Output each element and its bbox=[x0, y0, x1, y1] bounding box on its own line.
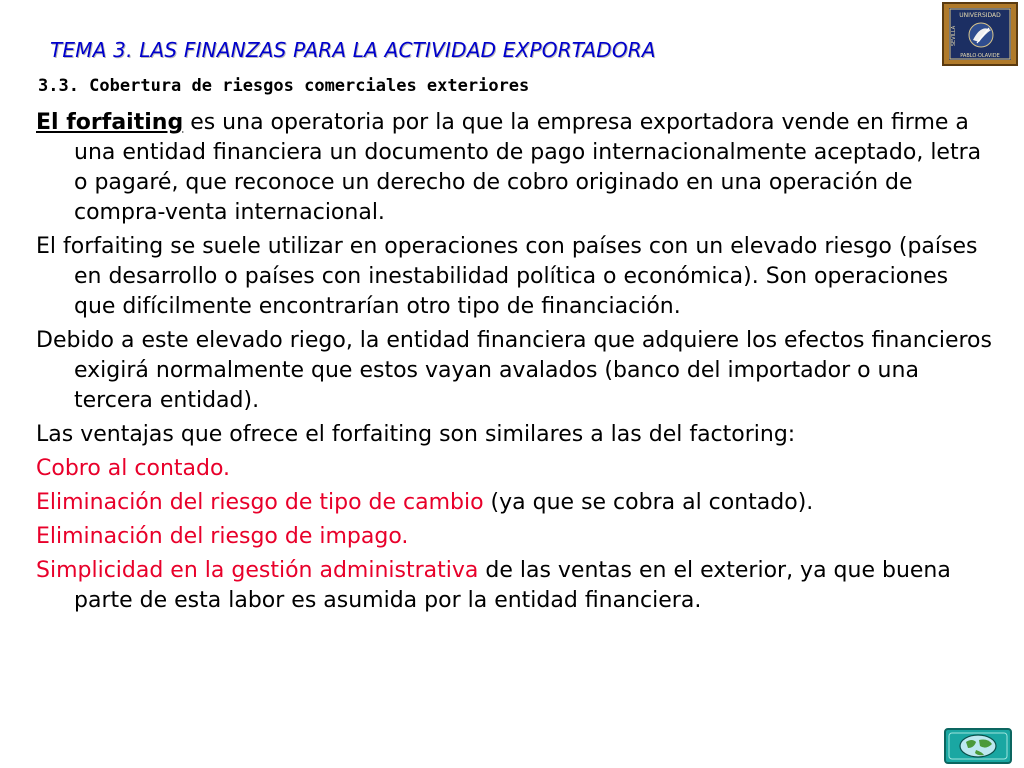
university-seal-icon bbox=[942, 2, 1018, 66]
advantage-default-risk: Eliminación del riesgo de impago. bbox=[36, 524, 409, 549]
paragraph-usage: El forfaiting se suele utilizar en operaciones con países con un elevado riesgo (países en desarrollo o países con inestabilidad política o económica). Son operaciones que difícilmente encontrarían otro tipo de financiación. bbox=[36, 234, 978, 319]
paragraph-guarantee: Debido a este elevado riego, la entidad financiera que adquiere los efectos financieros exigirá normalmente que estos vayan avalados (banco del importador o una tercera entidad). bbox=[36, 328, 992, 413]
globe-nav-icon[interactable] bbox=[944, 728, 1012, 764]
paragraph-advantages-intro: Las ventajas que ofrece el forfaiting son similares a las del factoring: bbox=[36, 422, 796, 447]
logo-text-left: SEVILLA bbox=[951, 25, 957, 47]
advantage-cash-payment: Cobro al contado. bbox=[36, 456, 231, 481]
advantage-simplicity bbox=[36, 556, 996, 616]
advantage-simplicity-note: de las ventas en el exterior, ya que buena parte de esta labor es asumida por la entidad financiera. bbox=[74, 558, 951, 613]
paragraph-definition bbox=[36, 108, 996, 228]
term-forfaiting: El forfaiting bbox=[36, 110, 184, 135]
advantage-simplicity-label: Simplicidad en la gestión administrativa bbox=[36, 558, 479, 583]
slide-subtitle: 3.3. Cobertura de riesgos comerciales exteriores bbox=[38, 76, 530, 96]
definition-text: es una operatoria por la que la empresa exportadora vende en firme a una entidad financiera un documento de pago internacionalmente aceptado, letra o pagaré, que reconoce un derecho de cobro originado en una operación de compra-venta internacional. bbox=[74, 110, 982, 225]
slide-body bbox=[36, 108, 996, 620]
advantage-exchange-risk-note: (ya que se cobra al contado). bbox=[483, 490, 814, 515]
advantage-exchange-risk-label: Eliminación del riesgo de tipo de cambio bbox=[36, 490, 484, 515]
logo-text-top: UNIVERSIDAD bbox=[959, 12, 1001, 19]
advantage-exchange-risk bbox=[36, 488, 996, 518]
slide-title: TEMA 3. LAS FINANZAS PARA LA ACTIVIDAD EXPORTADORA bbox=[50, 38, 656, 62]
logo-text-bottom: PABLO·OLAVIDE bbox=[960, 53, 1000, 59]
